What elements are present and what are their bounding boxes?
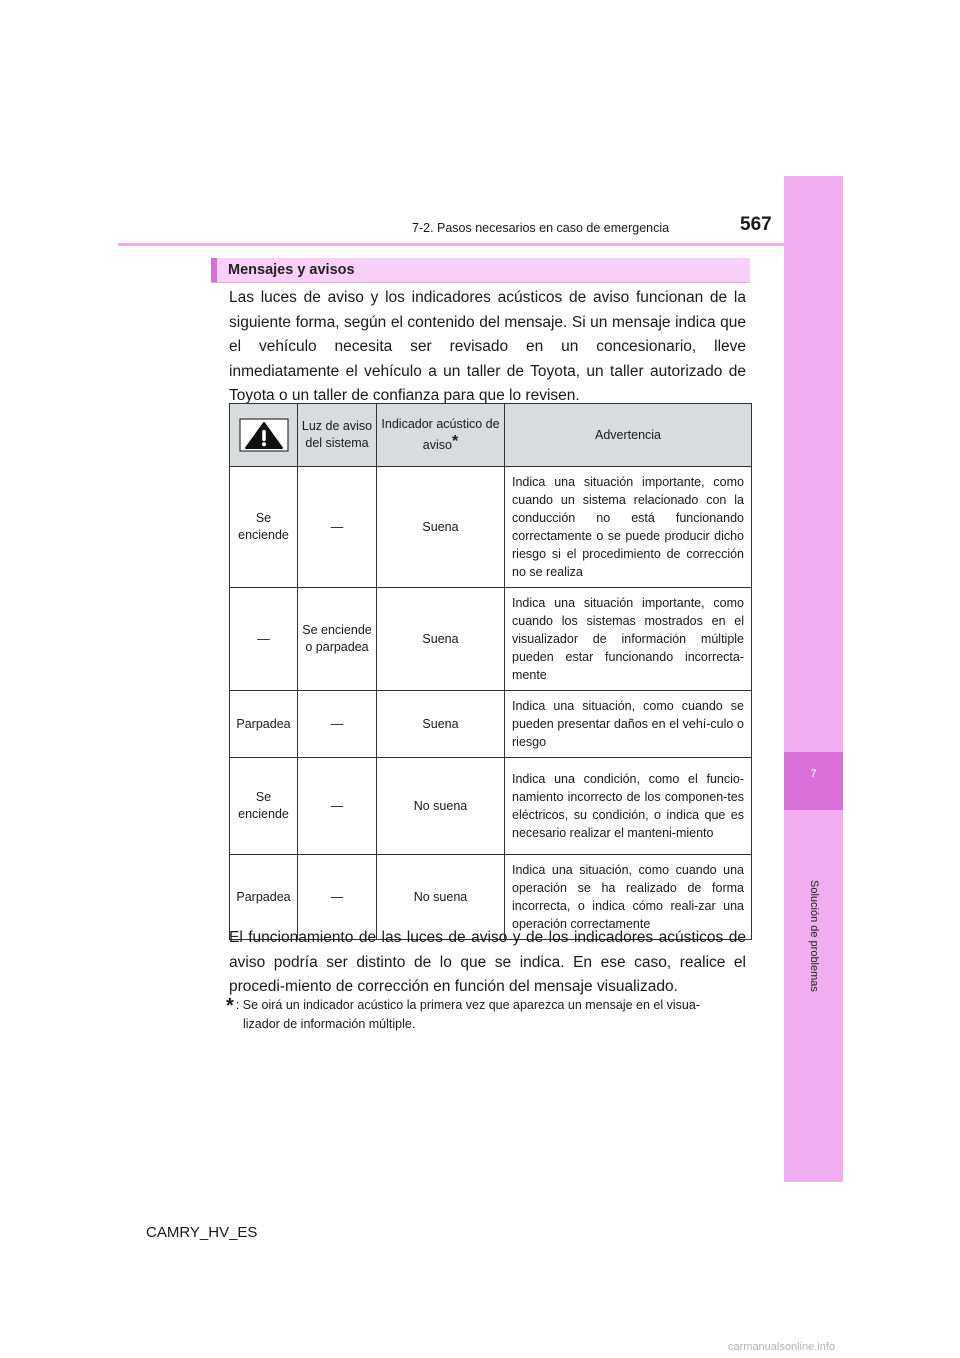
table-header-row bbox=[230, 404, 752, 467]
cell-light: — bbox=[298, 467, 377, 588]
cell-advice: Indica una situación importante, como cuando los sistemas mostrados en el visualizador de información múltiple pueden estar funcionando incorrecta-mente bbox=[505, 588, 752, 691]
intro-paragraph: Las luces de aviso y los indicadores acústicos de aviso funcionan de la siguiente forma, según el contenido del mensaje. Si un mensaje indica que el vehículo necesita ser revisado en un concesionario, lleve inmediatamente el vehículo a un taller de Toyota, un taller autorizado de Toyota o un taller de confianza para que lo revisen. bbox=[229, 289, 746, 404]
cell-advice: Indica una situación importante, como cuando un sistema relacionado con la conducción no está funcionando correctamente o se puede producir dicho riesgo si el procedimiento de corrección no se realiza bbox=[505, 467, 752, 588]
header-system-light-label: Luz de aviso del sistema bbox=[301, 419, 373, 450]
table-row bbox=[230, 691, 752, 758]
table-row bbox=[230, 758, 752, 855]
header-advice bbox=[505, 404, 752, 467]
table-row bbox=[230, 467, 752, 588]
page-number: 567 bbox=[740, 214, 772, 235]
cell-buzzer: No suena bbox=[377, 855, 505, 940]
cell-message: Parpadea bbox=[230, 855, 298, 940]
header-buzzer bbox=[377, 404, 505, 467]
cell-advice: Indica una condición, como el funcio-namiento incorrecto de los componen-tes eléctricos, su condición, o indica que es necesario realizar el manteni-miento bbox=[505, 758, 752, 855]
footnote-line-2: lizador de información múltiple. bbox=[243, 1017, 416, 1031]
section-heading-accent bbox=[211, 258, 217, 282]
cell-advice: Indica una situación, como cuando se pueden presentar daños en el vehí-culo o riesgo bbox=[505, 691, 752, 758]
cell-light: Se enciende o parpadea bbox=[298, 588, 377, 691]
warning-triangle-icon bbox=[239, 418, 289, 452]
header-buzzer-label: Indicador acústico de aviso bbox=[381, 417, 500, 452]
cell-buzzer: Suena bbox=[377, 467, 505, 588]
cell-light: — bbox=[298, 691, 377, 758]
footnote-line-1: : Se oirá un indicador acústico la primera vez que aparezca un mensaje en el visua- bbox=[235, 998, 700, 1012]
closing-paragraph: El funcionamiento de las luces de aviso y de los indicadores acústicos de aviso podría ser distinto de lo que se indica. En ese caso, realice el procedi-miento de corrección en función del mensaje visualizado. bbox=[229, 929, 746, 995]
footnote-mark: * bbox=[226, 995, 234, 1017]
header-buzzer-footnote-mark: * bbox=[451, 433, 459, 450]
footer-model-code: CAMRY_HV_ES bbox=[146, 1224, 258, 1241]
cell-message: — bbox=[230, 588, 298, 691]
cell-light: — bbox=[298, 855, 377, 940]
section-heading-bar bbox=[211, 258, 750, 283]
watermark: carmanualsonline.info bbox=[728, 1341, 836, 1353]
chapter-number: 7 bbox=[810, 768, 817, 780]
cell-message: Se enciende bbox=[230, 758, 298, 855]
cell-buzzer: No suena bbox=[377, 758, 505, 855]
header-rule bbox=[118, 243, 843, 246]
cell-message: Se enciende bbox=[230, 467, 298, 588]
table-row bbox=[230, 588, 752, 691]
header-system-light bbox=[298, 404, 377, 467]
cell-buzzer: Suena bbox=[377, 691, 505, 758]
cell-buzzer: Suena bbox=[377, 588, 505, 691]
header-icon-cell bbox=[230, 404, 298, 467]
header-section-title: 7-2. Pasos necesarios en caso de emergencia bbox=[412, 221, 670, 235]
footnote bbox=[226, 996, 748, 1033]
chapter-active-marker bbox=[784, 752, 843, 810]
cell-advice: Indica una situación, como cuando una operación se ha realizado de forma incorrecta, o indica cómo reali-zar una operación correctamente bbox=[505, 855, 752, 940]
section-title: Mensajes y avisos bbox=[228, 262, 355, 278]
cell-message: Parpadea bbox=[230, 691, 298, 758]
warning-table bbox=[229, 403, 752, 940]
header-advice-label: Advertencia bbox=[594, 427, 661, 442]
chapter-title: Solución de problemas bbox=[808, 880, 820, 992]
chapter-side-tab bbox=[784, 176, 843, 1182]
cell-light: — bbox=[298, 758, 377, 855]
